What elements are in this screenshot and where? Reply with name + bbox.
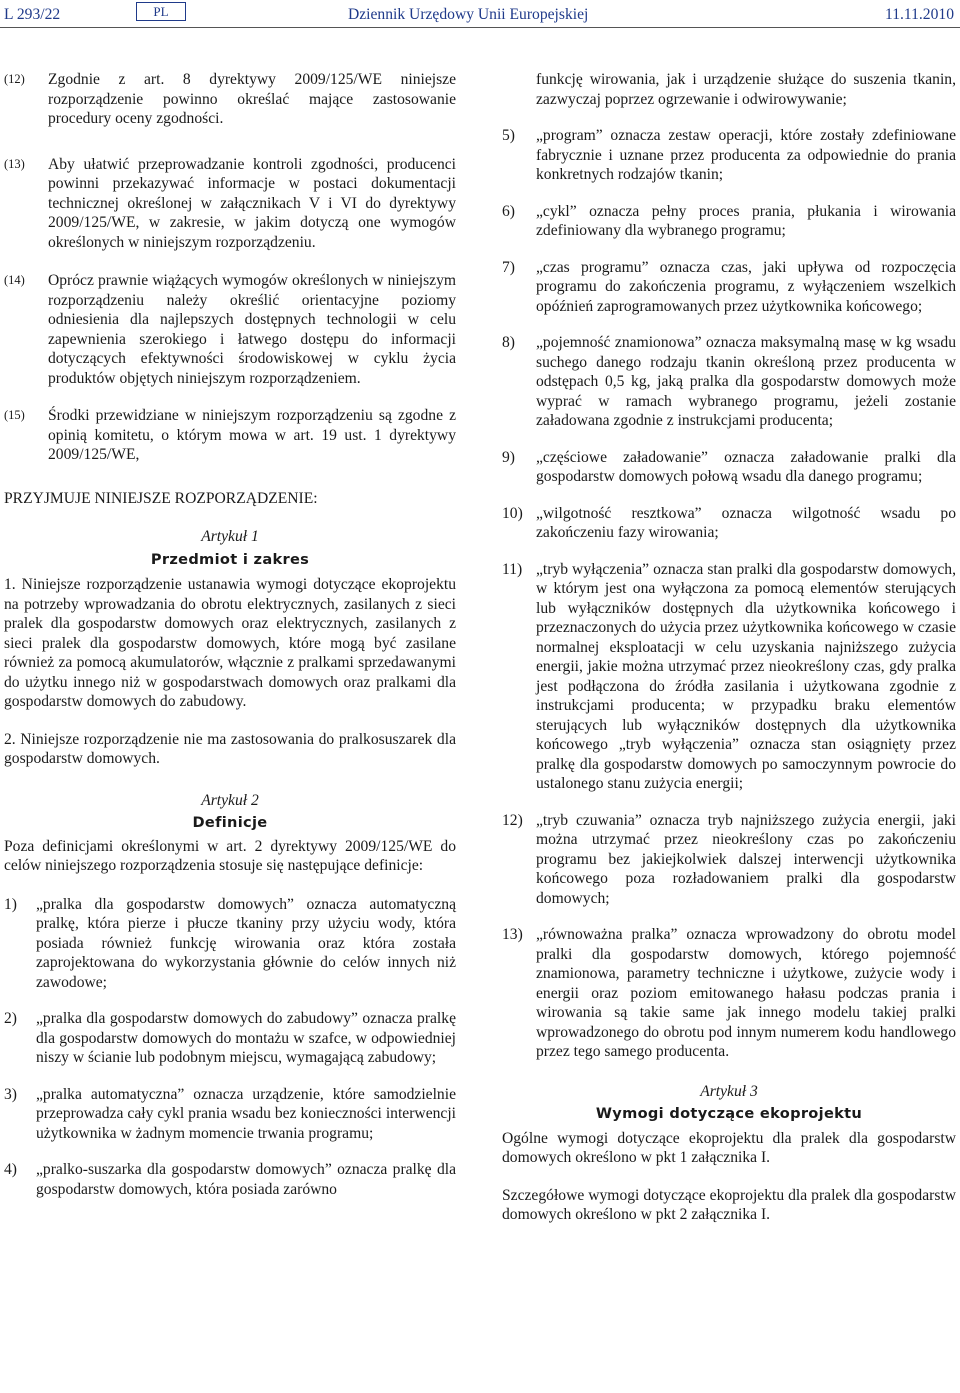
recital-13: [4, 155, 456, 253]
definition-number: 6): [502, 202, 515, 220]
article-2-subtitle: Definicje: [192, 814, 268, 831]
definition-text: „cykl” oznacza pełny proces prania, płukania i wirowania zdefiniowany dla wybranego programu;: [536, 202, 956, 239]
definition-3: [4, 1085, 456, 1144]
header-divider: [0, 27, 960, 28]
article-2-title: Artykuł 2: [201, 791, 259, 809]
definition-number: 4): [4, 1161, 17, 1178]
definition-text: „tryb wyłączenia” oznacza stan pralki dla gospodarstw domowych, w którym jest ona wyłączona za pomocą elementów sterujących lub wyłączników dostępnych dla użytkownika końcowego i przeznaczonych do użycia przez użytkownika końcowego w czasie normalnej eksploatacji w celu uzyskania najniższego zużycia energii, jakie można utrzymać przez nieokreślony czas, gdy pralka jest podłączona do źródła zasilania i użytkowana zgodnie z instrukcjami producenta; w przypadku braku elementów sterujących lub wyłączników dostępnych dla użytkownika końcowego „tryb wyłączenia” oznacza stan osiągnięty przez pralkę dla gospodarstw domowych po samoczynnym powrocie do ustalonego stanu zużycia energii;: [536, 560, 956, 792]
definition-2: [4, 1009, 456, 1068]
definition-text: „czas programu” oznacza czas, jaki upływa od rozpoczęcia programu do zakończenia programu, z wyłączeniem wszelkich opóźnień zaprogramowanych przez użytkownika końcowego;: [536, 258, 956, 315]
definition-4-continuation: funkcję wirowania, jak i urządzenie służące do suszenia tkanin, zazwyczaj poprzez ogrzewanie i odwirowywanie;: [536, 71, 956, 108]
article-3-subtitle: Wymogi dotyczące ekoprojektu: [595, 1105, 863, 1122]
article-3-paragraph-2: Szczegółowe wymogi dotyczące ekoprojektu dla pralek dla gospodarstw domowych określono w pkt 2 załącznika I.: [502, 1186, 956, 1223]
definition-number: 2): [4, 1010, 17, 1027]
adoption-formula: PRZYJMUJE NINIEJSZE ROZPORZĄDZENIE:: [4, 489, 318, 507]
definition-11: [502, 560, 956, 794]
definition-text: „pralka automatyczna” oznacza urządzenie, które samodzielnie przeprowadza cały cykl prania wsadu bez konieczności interwencji użytkownika w żadnym momencie trwania programu;: [36, 1085, 456, 1142]
definition-6: [502, 202, 956, 241]
definition-number: 3): [4, 1085, 17, 1103]
recital-number: (13): [4, 156, 25, 171]
definition-text: „tryb czuwania” oznacza tryb najniższego zużycia energii, jaki można utrzymać przez nieokreślony czas po zakończeniu programu bez jakiejkolwiek dalszej interwencji użytkownika końcowego poza rozładowaniem pralki dla gospodarstw domowych;: [536, 811, 956, 907]
recital-number: (12): [4, 72, 25, 86]
page-reference: L 293/22: [4, 6, 61, 23]
definition-number: 8): [502, 334, 515, 351]
recital-text: Aby ułatwić przeprowadzanie kontroli zgodności, producenci powinni przekazywać informacje w postaci dokumentacji technicznej określonej w załącznikach V i VI do dyrektywy 2009/125/WE, w zakresie, w jakim dotyczą one wymogów określonych w niniejszym rozporządzeniu.: [48, 155, 456, 251]
article-3-paragraph-1: Ogólne wymogi dotyczące ekoprojektu dla pralek dla gospodarstw domowych określono w pkt 1 załącznika I.: [502, 1129, 956, 1166]
definition-7: [502, 258, 956, 317]
article-1-paragraph-1: 1. Niniejsze rozporządzenie ustanawia wymogi dotyczące ekoprojektu na potrzeby wprowadzania do obrotu elektrycznych, zasilanych z sieci pralek dla gospodarstw domowych oraz elektrycznych, zasilanych z sieci pralek dla gospodarstw domowych, które mogą być zasilane również za pomocą akumulatorów, włącznie z pralkami sprzedawanymi do użytku innego niż w gospodarstwach domowych oraz pralkami dla gospodarstw domowych do zabudowy.: [4, 576, 456, 710]
definition-text: „wilgotność resztkowa” oznacza wilgotność wsadu po zakończeniu fazy wirowania;: [536, 504, 956, 541]
recital-text: Zgodnie z art. 8 dyrektywy 2009/125/WE niniejsze rozporządzenie powinno określać mające zastosowanie procedury oceny zgodności.: [48, 71, 456, 127]
definition-text: „pralka dla gospodarstw domowych do zabudowy” oznacza pralkę dla gospodarstw domowych do montażu w szafce, w odpowiedniej niszy w ścianie lub podobnym miejscu, wymagającą zabudowy;: [36, 1010, 456, 1066]
definition-1: [4, 895, 456, 993]
publication-date: 11.11.2010: [884, 6, 954, 23]
recital-text: Oprócz prawnie wiążących wymogów określonych w niniejszym rozporządzeniu należy określić orientacyjne poziomy odniesienia dla najlepszych dostępnych technologii w celu zapewnienia szerokiego i łatwego dostępu do informacji dotyczących efektywności środowiskowej w cyklu życia produktów objętych niniejszym rozporządzeniem.: [48, 272, 456, 387]
definition-9: [502, 448, 956, 487]
definition-text: „program” oznacza zestaw operacji, które zostały zdefiniowane fabrycznie i uznane przez producenta za odpowiednie do prania konkretnych rodzajów tkanin;: [536, 127, 956, 183]
recital-14: [4, 271, 456, 388]
definition-text: „równoważna pralka” oznacza wprowadzony do obrotu model pralki dla gospodarstw domowych, którego pojemność znamionowa, parametry techniczne i użytkowe, zużycie wody i energii oraz poziom emitowanego hałasu podczas prania i wirowania są takie same jak innego modelu takiej pralki wprowadzonego do obrotu pod innym numerem kodu handlowego przez tego samego producenta.: [536, 926, 956, 1060]
right-column: [502, 60, 956, 1225]
definition-number: 9): [502, 448, 515, 466]
language-badge: PL: [136, 2, 186, 21]
left-column: [4, 60, 456, 1199]
definition-number: 13): [502, 926, 523, 943]
definition-13: [502, 925, 956, 1062]
definition-number: 1): [4, 895, 17, 913]
recital-number: (15): [4, 408, 25, 422]
definition-text: „pralko-suszarka dla gospodarstw domowych” oznacza pralkę dla gospodarstw domowych, która posiada zarówno: [36, 1161, 456, 1198]
recital-text: Środki przewidziane w niniejszym rozporządzeniu są zgodne z opinią komitetu, o którym mowa w art. 19 ust. 1 dyrektywy 2009/125/WE,: [48, 407, 456, 463]
article-1-title: Artykuł 1: [201, 528, 259, 545]
definition-4: [4, 1160, 456, 1199]
definition-number: 7): [502, 258, 515, 276]
article-2-intro: Poza definicjami określonymi w art. 2 dyrektywy 2009/125/WE do celów niniejszego rozporządzenia stosuje się następujące definicje:: [4, 837, 456, 874]
definition-text: „pralka dla gospodarstw domowych” oznacza automatyczną pralkę, która pierze i płucze tkaniny przy użyciu wody, która posiada również funkcję wirowania oraz która została zaprojektowana do wykorzystania głównie do celów innych niż zawodowe;: [36, 895, 456, 991]
definition-12: [502, 811, 956, 909]
article-1-subtitle: Przedmiot i zakres: [150, 550, 310, 568]
journal-title: Dziennik Urzędowy Unii Europejskiej: [348, 6, 589, 23]
recital-number: (14): [4, 273, 25, 287]
definition-number: 12): [502, 811, 523, 829]
recital-15: [4, 406, 456, 465]
page-header: [0, 0, 960, 28]
definition-text: „częściowe załadowanie” oznacza załadowanie pralki dla gospodarstw domowych połową wsadu dla danego programu;: [536, 448, 956, 485]
recital-12: [4, 70, 456, 129]
article-3-title: Artykuł 3: [700, 1082, 758, 1100]
definition-number: 10): [502, 504, 523, 522]
definition-10: [502, 504, 956, 543]
definition-5: [502, 126, 956, 185]
definition-number: 11): [502, 560, 523, 578]
article-1-paragraph-2: 2. Niniejsze rozporządzenie nie ma zastosowania do pralkosuszarek dla gospodarstw domowych.: [4, 730, 456, 767]
definition-text: „pojemność znamionowa” oznacza maksymalną masę w kg wsadu suchego danego rodzaju tkanin określoną przez producenta w odstępach 0,5 kg, jaką pralka dla gospodarstw domowych może wyprać w ramach wybranego programu, jeżeli zostanie załadowana zgodnie z instrukcjami producenta;: [536, 334, 956, 429]
definition-number: 5): [502, 127, 515, 144]
definition-8: [502, 333, 956, 431]
